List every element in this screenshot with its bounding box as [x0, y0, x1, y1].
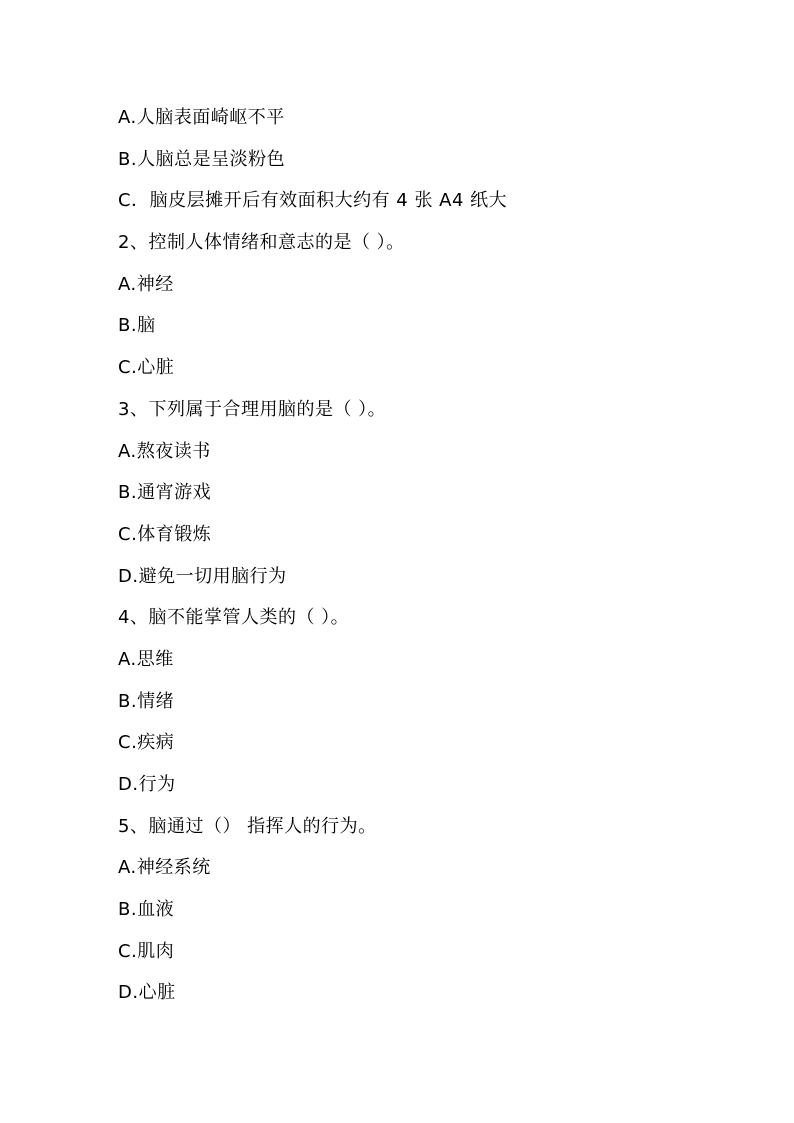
option-q4-b: B.情绪: [118, 690, 175, 712]
question-5: 5、脑通过（） 指挥人的行为。: [118, 815, 377, 837]
option-q5-b: B.血液: [118, 899, 175, 921]
option-q1-b: B.人脑总是呈淡粉色: [118, 148, 286, 170]
question-list: [118, 103, 738, 1020]
option-q5-a: A.神经系统: [118, 857, 211, 879]
option-q3-d: D.避免一切用脑行为: [118, 565, 287, 587]
option-q2-a: A.神经: [118, 273, 174, 295]
option-q1-c: C．脑皮层摊开后有效面积大约有 4 张 A4 纸大: [118, 190, 508, 212]
option-q1-a: A.人脑表面崎岖不平: [118, 107, 285, 128]
option-q3-a: A.熬夜读书: [118, 440, 211, 462]
question-3: 3、下列属于合理用脑的是（ ）。: [118, 398, 387, 420]
option-q3-b: B.通宵游戏: [118, 482, 212, 504]
option-q5-d: D.心脏: [118, 982, 176, 1004]
option-q4-c: C.疾病: [118, 732, 175, 754]
option-q4-d: D.行为: [118, 774, 176, 795]
option-q3-c: C.体育锻炼: [118, 523, 212, 545]
question-2: 2、控制人体情绪和意志的是（ ）。: [118, 232, 405, 254]
option-q4-a: A.思维: [118, 648, 174, 670]
question-4: 4、脑不能掌管人类的（ ）。: [118, 607, 350, 629]
option-q2-c: C.心脏: [118, 357, 175, 379]
option-q5-c: C.肌肉: [118, 940, 175, 962]
option-q2-b: B.脑: [118, 315, 156, 337]
